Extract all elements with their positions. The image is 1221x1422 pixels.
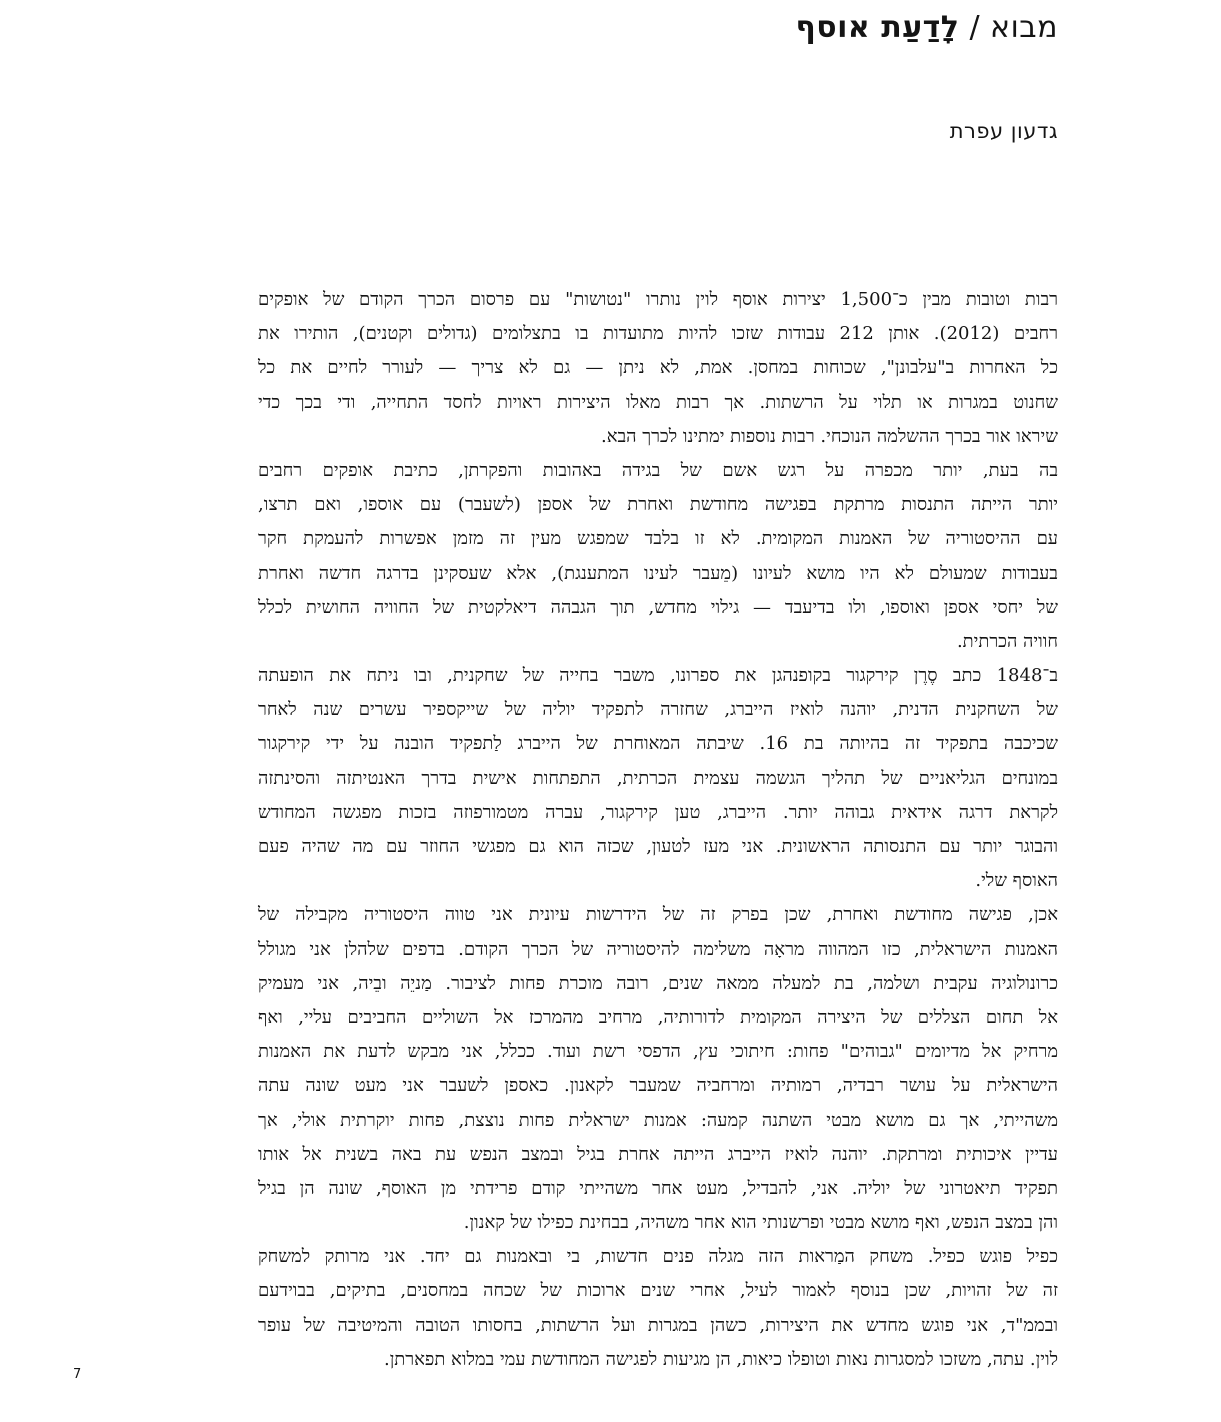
text-line: תפקיד תיאטרוני של יוליה. אני, להבדיל, מעט אחר משהייתי קודם פרידתי מן האוסף, שונה הן בגיל bbox=[258, 1177, 1058, 1199]
text-line: בה בעת, יותר מכפרה על רגש אשם של בגידה באהובות והפקרתן, כתיבת אופקים רחבים bbox=[258, 459, 1058, 481]
text-line: אכן, פגישה מחודשת ואחרת, שכן בפרק זה של הידרשות עיונית אני טווה היסטוריה מקבילה של bbox=[258, 904, 1058, 926]
text-line: כל האחרות ב"עלבונן", שכוחות במחסן. אמת, לא ניתן — גם לא צריך — לעורר לחיים את כל bbox=[258, 357, 1058, 379]
text-line: של יחסי אספן ואוספו, ולו בדיעבד — גילוי מחדש, תוך הגבהה דיאלקטית של החוויה החושית לכלל bbox=[258, 596, 1058, 618]
text-line: של השחקנית הדנית, יוהנה לואיז הייברג, שחזרה לתפקיד יוליה של שייקספיר עשרים שנה לאחר bbox=[258, 699, 1058, 721]
text-line: במונחים הגליאניים של תהליך הגשמה עצמית הכרתית, התפתחות אישית בדרך האנטיתזה והסינתזה bbox=[258, 767, 1058, 789]
text-line: רחבים (2012). אותן 212 עבודות שזכו להיות מתועדות בו בתצלומים (גדולים וקטנים), הותירו את bbox=[258, 323, 1058, 345]
text-line: עם ההיסטוריה של האמנות המקומית. לא זו בלבד שמפגש מעין זה מזמן אפשרות להעמקת חקר bbox=[258, 528, 1058, 550]
paragraph bbox=[258, 454, 1058, 659]
text-line: כרונולוגיה עקבית ושלמה, בת למעלה ממאה שנים, רובה מוכרת פחות לציבור. מַניֵה ובֵיה, אני מעמיק bbox=[258, 972, 1058, 994]
text-line: כפיל פוגש כפיל. משחק המַראות הזה מגלה פנים חדשות, בי ובאמנות גם יחד. אני מרותק למשחק bbox=[258, 1246, 1058, 1268]
paragraph bbox=[258, 898, 1058, 1240]
text-line: שיראו אור בכרך ההשלמה הנוכחי. רבות נוספות ימתינו לכרך הבא. bbox=[600, 425, 1058, 447]
page-number: 7 bbox=[73, 1367, 82, 1382]
text-line: רבות וטובות מבין כ־1,500 יצירות אוסף לוין נותרו "נטושות" עם פרסום הכרך הקודם של אופקים bbox=[258, 289, 1059, 310]
text-line: הישראלית על עושר רבדיה, רמותיה ומרחביה שמעבר לקאנון. כאספן לשעבר אני מעט שונה עתה bbox=[258, 1075, 1058, 1097]
running-header bbox=[796, 10, 1059, 45]
text-line: בעבודות שמעולם לא היו מושא לעיונו (מֵעבר לעינו המתענגת), אלא שעסקינן בדרגה חדשה ואחרת bbox=[258, 562, 1058, 584]
text-line: לקראת דרגה אידאית גבוהה יותר. הייברג, טען קירקגור, עברה מטמורפוזה בזכות מפגשה המחודש bbox=[258, 801, 1058, 823]
paragraph bbox=[258, 283, 1058, 454]
text-line: שכיכבה בתפקיד זה בהיותה בת 16. שיבתה המאוחרת של הייברג לַתפקיד הובנה על ידי קירקגור bbox=[258, 733, 1058, 755]
paragraph bbox=[258, 1240, 1058, 1377]
text-line: משהייתי, אך גם מושא מבטי השתנה קמעה: אמנות ישראלית פחות נוצצת, פחות יוקרתית אולי, אך bbox=[258, 1109, 1058, 1131]
text-line: והן במצב הנפש, ואף מושא מבטי ופרשנותי הוא אחר משהיה, בבחינת כפילו של קאנון. bbox=[463, 1212, 1058, 1234]
header-separator: / bbox=[969, 10, 981, 45]
text-line: עדיין איכותית ומרתקת. יוהנה לואיז הייברג הייתה אחרת בגיל ובמצב הנפש עת באה בשנית אל אותו bbox=[258, 1143, 1058, 1165]
text-line: האוסף שלי. bbox=[975, 870, 1058, 892]
text-line: חוויה הכרתית. bbox=[956, 630, 1058, 652]
text-line: האמנות הישראלית, כזו המהווה מראָה משלימה להיסטוריה של הכרך הקודם. בדפים שלהלן אני מגולל bbox=[258, 938, 1058, 960]
text-line: יותר הייתה התנסות מרתקת בפגישה מחודשת ואחרת של אספן (לשעבר) עם אוספו, ואם תרצו, bbox=[258, 494, 1058, 516]
chapter-label: מבוא bbox=[990, 10, 1058, 45]
text-line: והבוגר יותר עם התנסותה הראשונית. אני מעז לטעון, שכזה הוא גם מפגשי החוזר עם מה שהיה פעם bbox=[258, 836, 1058, 857]
chapter-title: לָדַעַת אוסף bbox=[795, 10, 960, 45]
text-line: ובממ"ד, אני פוגש מחדש את היצירות, כשהן במגרות ועל הרשתות, בחסותו הטובה והמיטיבה של עופר bbox=[258, 1314, 1058, 1336]
text-line: אל תחום הצללים של היצירה המקומית לדורותיה, מרחיב מהמרכז אל השוליים החביבים עליי, ואף bbox=[258, 1006, 1058, 1028]
paragraph bbox=[258, 659, 1058, 898]
text-line: זה של זהויות, שכן בנוסף לאמור לעיל, אחרי שנים ארוכות של שכחה במחסנים, בתיקים, בבוידעם bbox=[258, 1280, 1058, 1302]
author-name: גדעון עפרת bbox=[949, 119, 1058, 143]
text-line: לוין. עתה, משזכו למסגרות נאות וטופלו כיאות, הן מגיעות לפגישה המחודשת עמי במלוא תפארתן. bbox=[383, 1348, 1058, 1370]
text-line: שחנוט במגרות או תלוי על הרשתות. אך רבות מאלו היצירות ראויות לחסד התחייה, ודי בכך כדי bbox=[258, 391, 1058, 413]
article-body bbox=[258, 283, 1058, 1377]
text-line: מרחיק אל מדיומים "גבוהים" פחות: חיתוכי עץ, הדפסי רשת ועוד. ככלל, אני מבקש לדעת את האמנות bbox=[258, 1041, 1058, 1063]
text-line: ב־1848 כתב סֶרֶן קירקגור בקופנהגן את ספרונו, משבר בחייה של שחקנית, ובו ניתח את הופעתה bbox=[258, 665, 1058, 687]
